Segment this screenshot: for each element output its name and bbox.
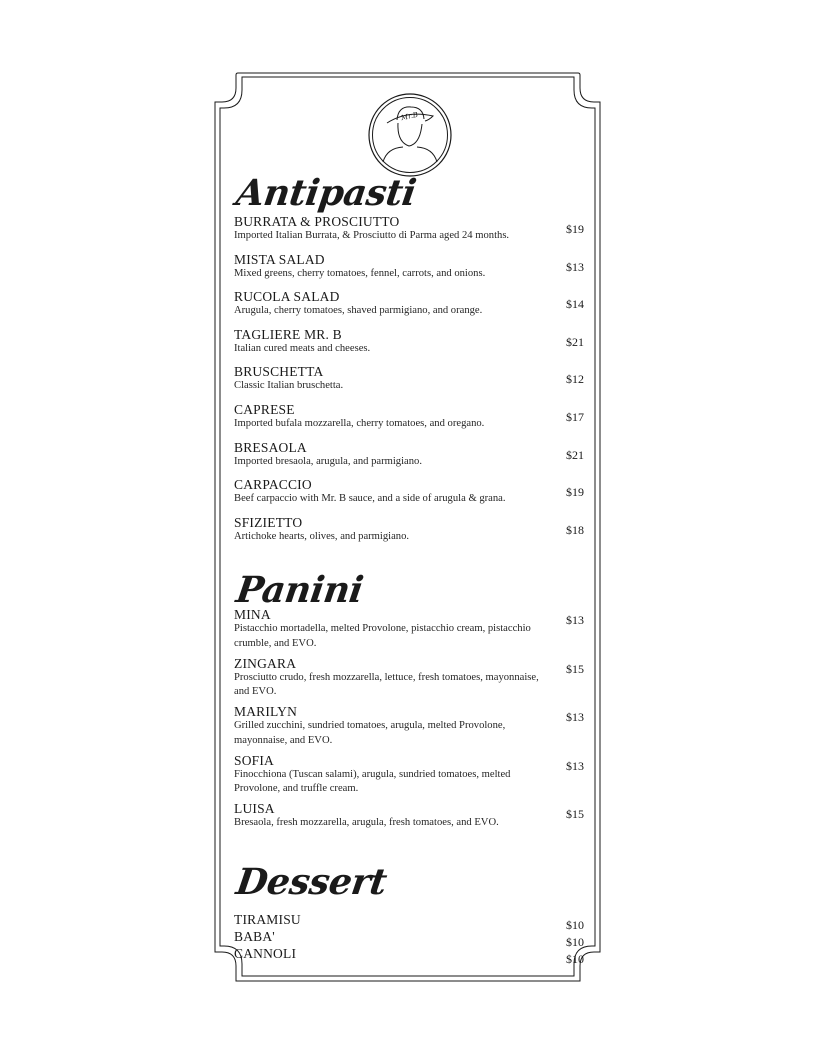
item-price: $13: [566, 758, 584, 773]
item-name: MINA: [234, 607, 271, 623]
item-description: Prosciutto crudo, fresh mozzarella, lettuce, fresh tomatoes, mayonnaise, and EVO.: [234, 671, 539, 698]
item-name: CARPACCIO: [234, 477, 312, 493]
menu-item: [234, 252, 584, 290]
man-in-hat-logo-icon: [367, 92, 453, 178]
item-name: BURRATA & PROSCIUTTO: [234, 214, 400, 229]
item-price: $18: [566, 522, 584, 537]
menu-content: [233, 172, 584, 967]
item-price: $19: [566, 222, 584, 236]
item-name: BABA': [234, 929, 275, 945]
item-name: CAPRESE: [234, 401, 295, 417]
item-name: LUISA: [234, 801, 275, 817]
item-name: TAGLIERE MR. B: [234, 326, 342, 342]
item-description: Classic Italian bruschetta.: [234, 380, 344, 392]
item-price: $21: [566, 334, 584, 349]
item-name: BRUSCHETTA: [234, 364, 324, 380]
item-price: $10: [566, 952, 584, 967]
menu-item: [234, 656, 584, 705]
item-name: BRESAOLA: [234, 439, 307, 455]
item-name: SFIZIETTO: [234, 514, 303, 530]
item-name: MARILYN: [234, 704, 298, 720]
item-description: Bresaola, fresh mozzarella, arugula, fresh tomatoes, and EVO.: [234, 817, 499, 829]
item-description: Grilled zucchini, sundried tomatoes, arugula, melted Provolone, mayonnaise, and EVO.: [234, 720, 506, 746]
item-price: $14: [566, 297, 584, 312]
item-description: Mixed greens, cherry tomatoes, fennel, carrots, and onions.: [234, 267, 486, 279]
menu-item: [234, 440, 584, 478]
item-description: Finocchiona (Tuscan salami), arugula, sundried tomatoes, melted Provolone, and truffle cream.: [234, 768, 511, 795]
item-description: Pistacchio mortadella, melted Provolone, pistacchio cream, pistacchio crumble, and EVO.: [234, 623, 531, 649]
menu-item: [234, 607, 584, 656]
item-price: $13: [566, 259, 584, 274]
item-description: Italian cured meats and cheeses.: [234, 342, 371, 354]
menu-item: [234, 214, 584, 252]
item-price: $13: [566, 710, 584, 725]
menu-item: [234, 929, 584, 950]
menu-item: [234, 753, 584, 802]
item-name: CANNOLI: [234, 946, 297, 962]
item-description: Arugula, cherry tomatoes, shaved parmigiano, and orange.: [234, 305, 483, 317]
item-name: RUCOLA SALAD: [234, 289, 340, 305]
menu-item: [234, 515, 584, 553]
item-price: $21: [566, 447, 584, 462]
restaurant-logo: [367, 92, 453, 178]
menu-item: [234, 364, 584, 402]
item-price: $17: [566, 409, 584, 424]
item-price: $10: [566, 917, 584, 932]
menu-item: [234, 402, 584, 440]
item-price: $10: [566, 935, 584, 950]
item-description: Imported Italian Burrata, & Prosciutto di Parma aged 24 months.: [234, 230, 510, 241]
panini-section: [233, 569, 584, 850]
item-description: Artichoke hearts, olives, and parmigiano.: [234, 530, 410, 542]
antipasti-section: [233, 172, 584, 552]
menu-item: [234, 704, 584, 753]
item-price: $15: [566, 807, 584, 822]
dessert-section: [233, 860, 584, 967]
item-name: SOFIA: [234, 752, 275, 768]
menu-item: [234, 911, 584, 932]
item-name: ZINGARA: [234, 655, 297, 671]
item-name: TIRAMISU: [234, 911, 301, 927]
menu-item: [234, 327, 584, 365]
menu-item: [234, 946, 584, 967]
menu-item: [234, 289, 584, 327]
item-price: $13: [566, 613, 584, 628]
item-description: Imported bresaola, arugula, and parmigiano.: [234, 455, 422, 467]
logo-monogram: Mr.B: [400, 110, 419, 123]
menu-item: [234, 801, 584, 850]
item-price: $19: [566, 485, 584, 500]
section-title-panini: Panini: [233, 569, 366, 612]
section-title-antipasti: Antipasti: [233, 172, 419, 214]
item-price: $15: [566, 661, 584, 676]
item-description: Beef carpaccio with Mr. B sauce, and a side of arugula & grana.: [234, 493, 506, 505]
menu-item: [234, 477, 584, 515]
item-price: $12: [566, 372, 584, 387]
section-title-dessert: Dessert: [233, 860, 390, 903]
item-description: Imported bufala mozzarella, cherry tomatoes, and oregano.: [234, 417, 485, 429]
item-name: MISTA SALAD: [234, 251, 325, 267]
